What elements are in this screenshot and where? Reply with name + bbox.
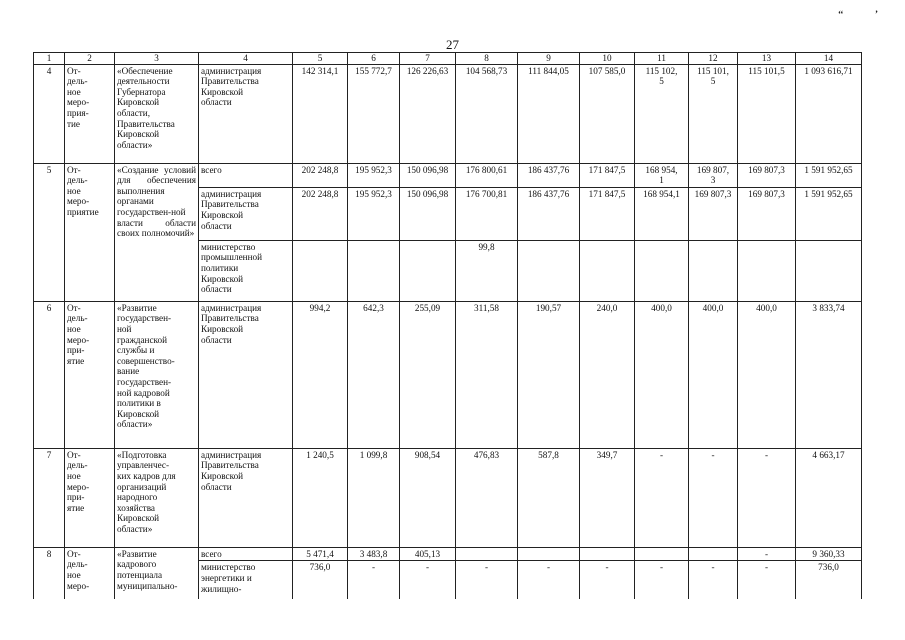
table-row [34,163,862,187]
value-cell: 169 807,3 [738,163,796,187]
value-cell: - [738,448,796,547]
value-cell: 311,58 [456,301,518,448]
value-cell: 400,0 [738,301,796,448]
value-cell: 994,2 [293,301,348,448]
header-row [34,53,862,65]
value-cell: 115 102, 5 [635,64,689,163]
table-row [34,301,862,448]
value-cell: - [456,561,518,600]
table-row [34,448,862,547]
value-cell: 5 471,4 [293,547,348,561]
value-cell [400,240,456,301]
value-cell [456,547,518,561]
value-cell: 107 585,0 [580,64,635,163]
activity-name: «Развитие кадрового потенциала муниципально- [115,547,199,599]
value-cell: 171 847,5 [580,163,635,187]
value-cell: 126 226,63 [400,64,456,163]
budget-table [33,52,862,599]
column-header: 8 [456,53,518,65]
value-cell: 587,8 [518,448,580,547]
column-header: 5 [293,53,348,65]
value-cell: 400,0 [689,301,738,448]
value-cell [580,240,635,301]
value-cell: 186 437,76 [518,163,580,187]
value-cell: 104 568,73 [456,64,518,163]
value-cell: 1 591 952,65 [796,163,862,187]
value-cell: 202 248,8 [293,187,348,240]
value-cell: 168 954, 1 [635,163,689,187]
column-header: 9 [518,53,580,65]
value-cell: 736,0 [293,561,348,600]
table-row [34,547,862,561]
value-cell [293,240,348,301]
value-cell: 150 096,98 [400,187,456,240]
value-cell: 1 093 616,71 [796,64,862,163]
value-cell [738,240,796,301]
value-cell: 3 483,8 [348,547,400,561]
value-cell [689,547,738,561]
executor: администрация Правительства Кировской области [199,187,293,240]
value-cell: 642,3 [348,301,400,448]
column-header: 6 [348,53,400,65]
value-cell: - [400,561,456,600]
value-cell: 195 952,3 [348,163,400,187]
activity-type: От- дель- ное меро- прия- тие [65,64,115,163]
executor: всего [199,163,293,187]
value-cell: 405,13 [400,547,456,561]
value-cell: 736,0 [796,561,862,600]
value-cell: - [635,561,689,600]
activity-name: «Подготовка управленчес- ких кадров для организаций народного хозяйства Кировской области» [115,448,199,547]
value-cell: 176 800,61 [456,163,518,187]
scan-mark: ‘‘ [838,9,844,19]
value-cell: 195 952,3 [348,187,400,240]
column-header: 4 [199,53,293,65]
executor: министерство промышленной политики Кировской области [199,240,293,301]
activity-type: От- дель- ное меро- приятие [65,163,115,301]
executor: министерство энергетики и жилищно- [199,561,293,600]
row-number: 5 [34,163,65,301]
executor: всего [199,547,293,561]
value-cell [689,240,738,301]
table-row [34,64,862,163]
value-cell [518,240,580,301]
value-cell [348,240,400,301]
executor: администрация Правительства Кировской области [199,64,293,163]
value-cell: 3 833,74 [796,301,862,448]
value-cell: 1 240,5 [293,448,348,547]
column-header: 3 [115,53,199,65]
value-cell: 99,8 [456,240,518,301]
value-cell: 111 844,05 [518,64,580,163]
row-number: 6 [34,301,65,448]
column-header: 12 [689,53,738,65]
value-cell: - [635,448,689,547]
value-cell: 4 663,17 [796,448,862,547]
column-header: 10 [580,53,635,65]
value-cell: 1 099,8 [348,448,400,547]
column-header: 2 [65,53,115,65]
column-header: 7 [400,53,456,65]
value-cell: 168 954,1 [635,187,689,240]
activity-type: От- дель- ное меро- [65,547,115,599]
value-cell: - [689,448,738,547]
value-cell: - [518,561,580,600]
value-cell: 115 101, 5 [689,64,738,163]
value-cell: 169 807,3 [689,187,738,240]
value-cell: 349,7 [580,448,635,547]
value-cell: 908,54 [400,448,456,547]
column-header: 11 [635,53,689,65]
value-cell: 1 591 952,65 [796,187,862,240]
value-cell: - [348,561,400,600]
activity-name: «Создание условий для обеспечения выполнения органами государствен-ной власти области своих полномочий» [115,163,199,301]
value-cell: 240,0 [580,301,635,448]
executor: администрация Правительства Кировской области [199,301,293,448]
executor: администрация Правительства Кировской области [199,448,293,547]
column-header: 14 [796,53,862,65]
row-number: 8 [34,547,65,599]
value-cell: 171 847,5 [580,187,635,240]
value-cell: 186 437,76 [518,187,580,240]
row-number: 4 [34,64,65,163]
value-cell: 169 807,3 [738,187,796,240]
value-cell: - [689,561,738,600]
scan-mark: ’ [875,9,878,19]
page-number: 27 [446,37,459,52]
value-cell: 176 700,81 [456,187,518,240]
value-cell: 202 248,8 [293,163,348,187]
value-cell [518,547,580,561]
activity-name: «Обеспечение деятельности Губернатора Кировской области, Правительства Кировской области» [115,64,199,163]
value-cell: 255,09 [400,301,456,448]
value-cell: 190,57 [518,301,580,448]
value-cell [635,240,689,301]
activity-name: «Развитие государствен- ной гражданской службы и совершенство- вание государствен- ной кадровой политики в Кировской области» [115,301,199,448]
value-cell: 9 360,33 [796,547,862,561]
column-header: 13 [738,53,796,65]
activity-type: От- дель- ное меро- при- ятие [65,301,115,448]
value-cell: 476,83 [456,448,518,547]
row-number: 7 [34,448,65,547]
column-header: 1 [34,53,65,65]
value-cell: 142 314,1 [293,64,348,163]
value-cell: - [580,561,635,600]
value-cell: 150 096,98 [400,163,456,187]
value-cell: - [738,547,796,561]
value-cell: 155 772,7 [348,64,400,163]
value-cell: 115 101,5 [738,64,796,163]
value-cell [796,240,862,301]
activity-type: От- дель- ное меро- при- ятие [65,448,115,547]
value-cell: 169 807, 3 [689,163,738,187]
value-cell [635,547,689,561]
value-cell [580,547,635,561]
value-cell: - [738,561,796,600]
value-cell: 400,0 [635,301,689,448]
